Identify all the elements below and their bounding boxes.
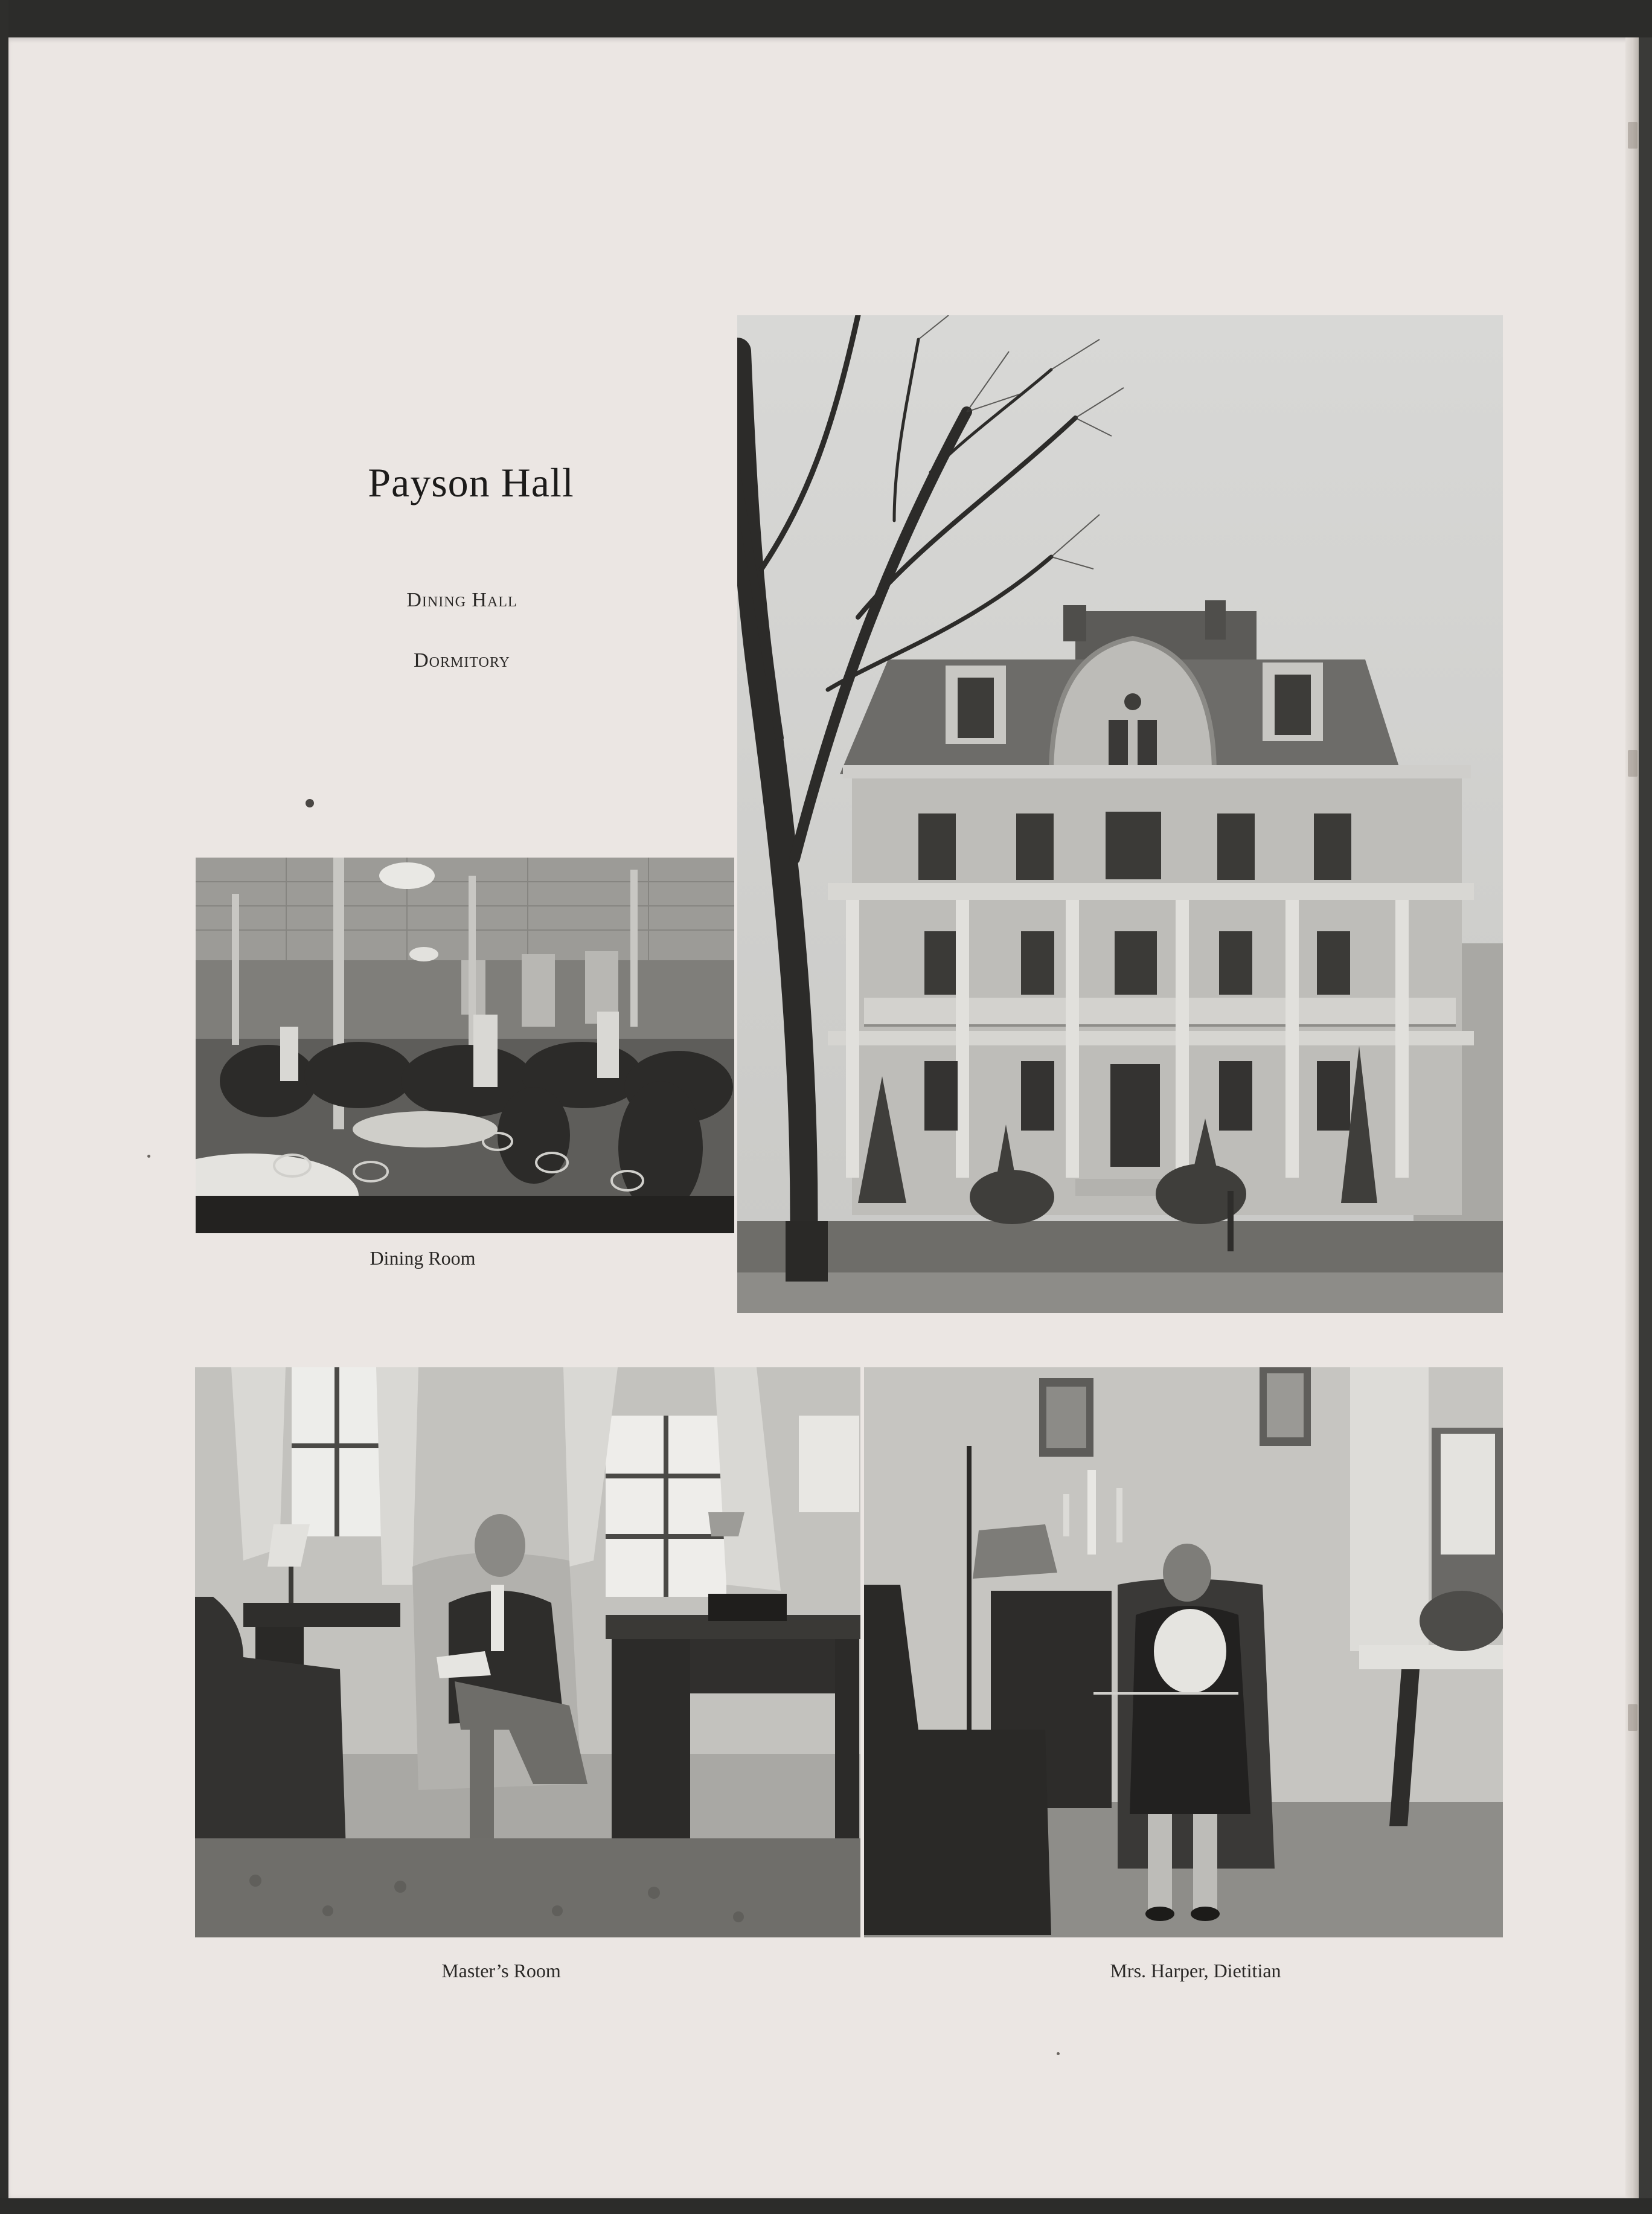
dining-room-illustration xyxy=(196,858,734,1233)
caption-dietitian: Mrs. Harper, Dietitian xyxy=(1110,1960,1281,1981)
page-smudge xyxy=(147,1155,150,1158)
scan-top-border xyxy=(0,0,1652,37)
page-smudge xyxy=(1057,2052,1060,2055)
edge-mark xyxy=(1628,122,1638,149)
caption-dining-room: Dining Room xyxy=(370,1247,476,1269)
page-edge xyxy=(1625,37,1639,2200)
masters-room-illustration xyxy=(195,1367,860,1937)
caption-masters-room: Master’s Room xyxy=(441,1960,561,1981)
dietitian-illustration xyxy=(864,1367,1503,1937)
subtitle-dining-hall: Dining Hall xyxy=(406,589,517,611)
scan-left-border xyxy=(0,0,8,2214)
masters-room-photo xyxy=(195,1367,860,1937)
dining-room-photo xyxy=(196,858,734,1233)
edge-mark xyxy=(1628,1704,1638,1731)
building-illustration xyxy=(737,315,1503,1313)
subtitle-dormitory: Dormitory xyxy=(414,649,510,672)
page-title: Payson Hall xyxy=(368,460,574,505)
scan-bottom-border xyxy=(0,2198,1652,2214)
edge-mark xyxy=(1628,750,1638,777)
payson-hall-building-photo xyxy=(737,315,1503,1313)
dietitian-photo xyxy=(864,1367,1503,1937)
page-dot xyxy=(306,799,314,807)
